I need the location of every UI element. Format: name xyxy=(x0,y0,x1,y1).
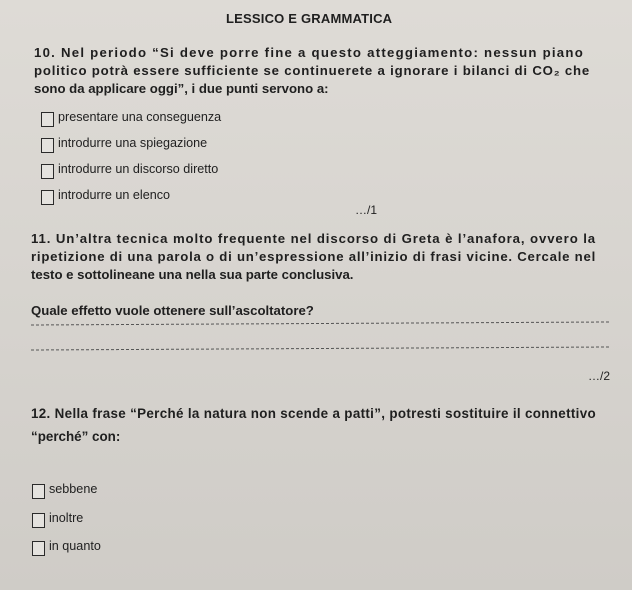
q11-line-3: testo e sottolineane una nella sua parte conclusiva. xyxy=(31,267,354,282)
q10-line-2: politico potrà essere sufficiente se continuerete a ignorare i bilanci di CO₂ che xyxy=(34,63,590,78)
q12-option-1-checkbox[interactable] xyxy=(32,484,45,499)
q10-option-2-label: introdurre una spiegazione xyxy=(58,136,208,150)
q10-option-4-label: introdurre un elenco xyxy=(58,188,171,202)
q11-answer-line-2[interactable] xyxy=(31,346,609,350)
q11-answer-line-1[interactable] xyxy=(31,321,609,325)
q12-option-3-label: in quanto xyxy=(49,539,101,553)
q12-line-1: 12. Nella frase “Perché la natura non scende a patti”, potresti sostituire il connettivo xyxy=(31,406,596,421)
q12-option-2-checkbox[interactable] xyxy=(32,513,45,528)
section-title: LESSICO E GRAMMATICA xyxy=(226,11,393,26)
q10-option-3-checkbox[interactable] xyxy=(41,164,54,179)
q10-option-1-checkbox[interactable] xyxy=(41,112,54,127)
q12-option-3-checkbox[interactable] xyxy=(32,541,45,556)
q10-option-2-checkbox[interactable] xyxy=(41,138,54,153)
q11-line-2: ripetizione di una parola o di un’espressione all’inizio di frasi vicine. Cercale nel xyxy=(31,249,596,264)
q11-prompt: Quale effetto vuole ottenere sull’ascoltatore? xyxy=(31,303,314,318)
q12-line-2: “perché” con: xyxy=(31,429,121,444)
q10-option-1-label: presentare una conseguenza xyxy=(58,110,222,124)
q11-line-1: 11. Un’altra tecnica molto frequente nel discorso di Greta è l’anafora, ovvero la xyxy=(31,231,596,246)
q10-option-3-label: introdurre un discorso diretto xyxy=(58,162,219,176)
q10-line-1: 10. Nel periodo “Si deve porre fine a questo atteggiamento: nessun piano xyxy=(34,45,584,60)
q10-option-4-checkbox[interactable] xyxy=(41,190,54,205)
q10-score: …/1 xyxy=(355,203,378,217)
q11-score: …/2 xyxy=(588,369,611,383)
q12-option-1-label: sebbene xyxy=(49,482,98,496)
q10-line-3: sono da applicare oggi”, i due punti servono a: xyxy=(34,81,329,96)
q12-option-2-label: inoltre xyxy=(49,511,84,525)
